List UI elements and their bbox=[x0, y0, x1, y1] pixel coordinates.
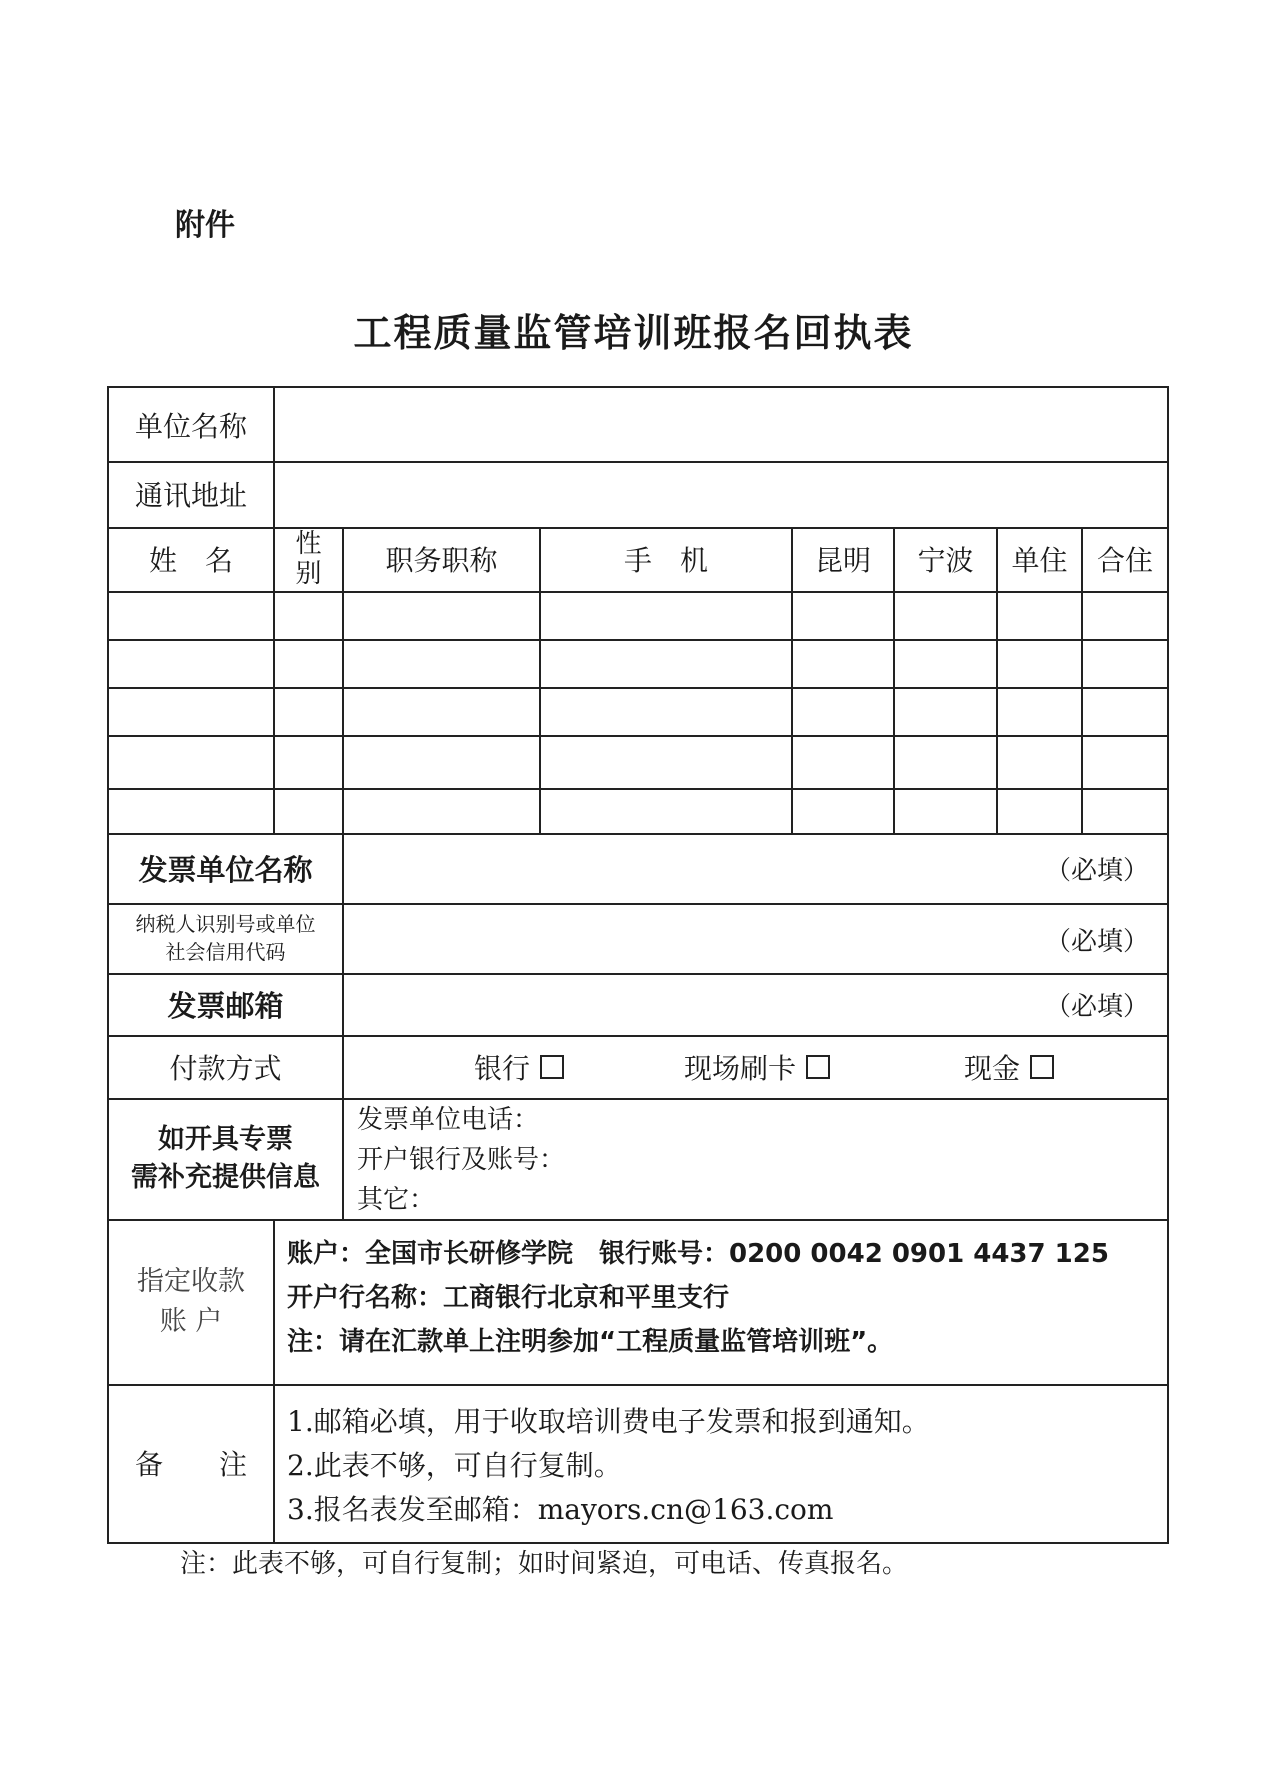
tax-id-input[interactable] bbox=[344, 903, 1167, 973]
payment-method-label: 付款方式 bbox=[169, 1051, 282, 1085]
header-single-room: 单住 bbox=[1011, 544, 1068, 577]
account-label bbox=[109, 1219, 273, 1384]
invoice-email-input[interactable] bbox=[344, 973, 1167, 1035]
special-invoice-info bbox=[357, 1100, 565, 1220]
payment-option-card-label: 现场刷卡 bbox=[684, 1052, 797, 1085]
special-invoice-label bbox=[109, 1098, 342, 1219]
account-line-bank: 开户行名称：工商银行北京和平里支行 bbox=[287, 1283, 730, 1313]
header-name: 姓 名 bbox=[148, 544, 233, 577]
header-position: 职务职称 bbox=[385, 544, 498, 577]
checkbox-icon[interactable] bbox=[540, 1055, 564, 1079]
required-note: （必填） bbox=[1044, 856, 1149, 886]
payment-option-cash[interactable] bbox=[964, 1045, 1054, 1089]
special-invoice-label-line2: 需补充提供信息 bbox=[131, 1161, 320, 1193]
unit-name-label: 单位名称 bbox=[134, 409, 247, 443]
remarks-label: 备 注 bbox=[134, 1448, 247, 1481]
header-kunming: 昆明 bbox=[814, 544, 871, 577]
account-label-line1: 指定收款 bbox=[137, 1265, 245, 1297]
checkbox-icon[interactable] bbox=[1030, 1055, 1054, 1079]
tax-id-label-line2: 社会信用代码 bbox=[165, 940, 286, 964]
invoice-unit-name-label: 发票单位名称 bbox=[138, 852, 313, 887]
invoice-email-label: 发票邮箱 bbox=[167, 988, 284, 1023]
remark-item: 1.邮箱必填，用于收取培训费电子发票和报到通知。 bbox=[287, 1405, 930, 1438]
payment-option-bank[interactable] bbox=[474, 1045, 564, 1089]
payment-option-card[interactable] bbox=[684, 1045, 830, 1089]
payment-option-cash-label: 现金 bbox=[964, 1052, 1021, 1085]
special-invoice-bank[interactable]: 开户银行及账号： bbox=[357, 1145, 566, 1175]
remark-item: 3.报名表发至邮箱：mayors.cn@163.com bbox=[287, 1493, 834, 1526]
address-label: 通讯地址 bbox=[134, 479, 247, 512]
header-ningbo: 宁波 bbox=[917, 544, 974, 577]
account-line-note: 注：请在汇款单上注明参加“工程质量监管培训班”。 bbox=[287, 1327, 894, 1357]
address-input[interactable] bbox=[275, 461, 1167, 527]
remarks-list bbox=[287, 1400, 930, 1532]
special-invoice-phone[interactable]: 发票单位电话： bbox=[357, 1105, 540, 1135]
tax-id-label bbox=[109, 903, 342, 973]
special-invoice-label-line1: 如开具专票 bbox=[158, 1123, 293, 1155]
form-title: 工程质量监管培训班报名回执表 bbox=[353, 311, 914, 355]
special-invoice-other[interactable]: 其它： bbox=[357, 1185, 436, 1215]
unit-name-input[interactable] bbox=[275, 388, 1167, 461]
registration-form bbox=[107, 386, 1169, 1544]
tax-id-label-line1: 纳税人识别号或单位 bbox=[135, 912, 316, 936]
attachment-label: 附件 bbox=[175, 208, 235, 243]
account-info bbox=[287, 1232, 1109, 1364]
remark-item: 2.此表不够，可自行复制。 bbox=[287, 1449, 622, 1482]
invoice-unit-name-input[interactable] bbox=[344, 833, 1167, 903]
checkbox-icon[interactable] bbox=[806, 1055, 830, 1079]
account-label-line2: 账 户 bbox=[159, 1305, 223, 1337]
header-gender: 性别 bbox=[295, 529, 322, 589]
header-phone: 手 机 bbox=[623, 544, 708, 577]
required-note: （必填） bbox=[1044, 927, 1149, 957]
payment-option-bank-label: 银行 bbox=[474, 1052, 531, 1085]
footnote: 注：此表不够，可自行复制；如时间紧迫，可电话、传真报名。 bbox=[180, 1549, 909, 1579]
header-shared-room: 合住 bbox=[1096, 544, 1153, 577]
account-line-name-number: 账户：全国市长研修学院 银行账号：0200 0042 0901 4437 125 bbox=[287, 1239, 1109, 1269]
required-note: （必填） bbox=[1044, 992, 1149, 1022]
